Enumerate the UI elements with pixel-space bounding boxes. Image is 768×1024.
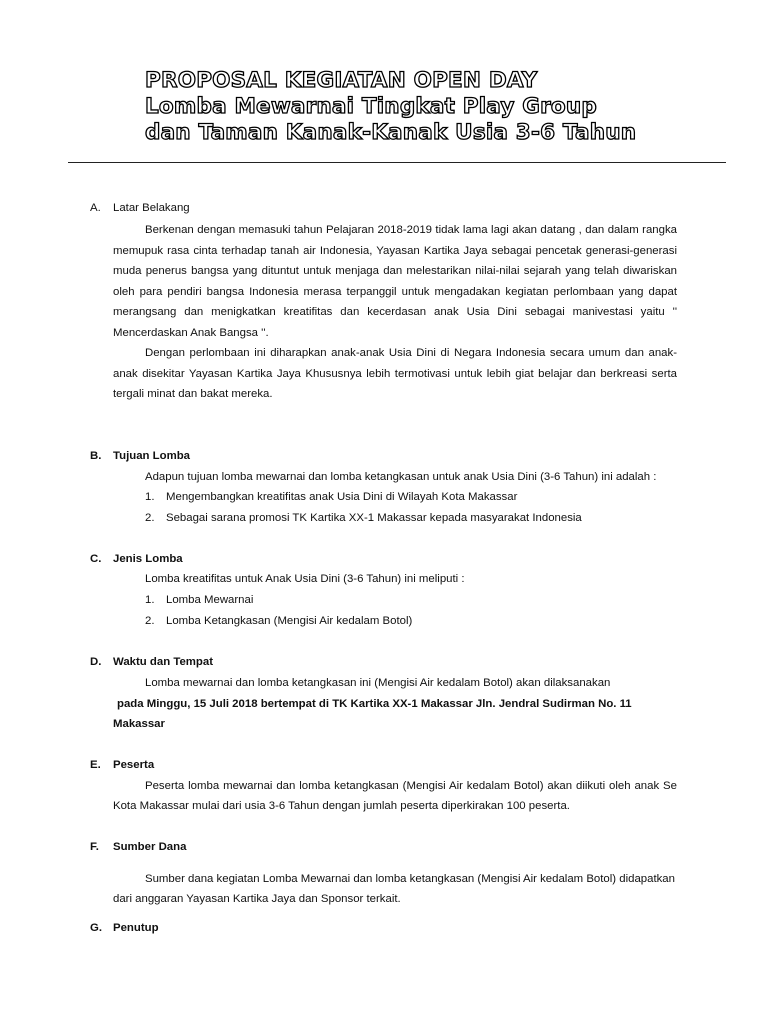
section-letter: C. [90, 553, 102, 565]
paragraph: Sumber dana kegiatan Lomba Mewarnai dan lomba ketangkasan (Mengisi Air kedalam Botol) didapatkan dari anggaran Yayasan Kartika Jaya dan Sponsor terkait. [113, 872, 675, 905]
list-number: 1. [145, 594, 155, 606]
paragraph: Peserta lomba mewarnai dan lomba ketangkasan (Mengisi Air kedalam Botol) akan diikuti oleh anak Se Kota Makassar mulai dari usia 3-6 Tahun dengan jumlah peserta diperkirakan 100 peserta. [113, 779, 677, 812]
section-heading [0, 549, 768, 569]
section-sumber-dana [0, 837, 768, 910]
list-text: Sebagai sarana promosi TK Kartika XX-1 Makassar kepada masyarakat Indonesia [166, 512, 582, 524]
list-text: Lomba Ketangkasan (Mengisi Air kedalam Botol) [166, 615, 413, 627]
section-title: Peserta [113, 758, 155, 771]
section-latar-belakang [0, 198, 768, 405]
section-letter: B. [90, 449, 102, 462]
section-heading [0, 755, 768, 775]
list-text: Mengembangkan kreatifitas anak Usia Dini di Wilayah Kota Makassar [166, 491, 518, 503]
paragraph-bold: pada Minggu, 15 Juli 2018 bertempat di TK Kartika XX-1 Makassar Jln. Jendral Sudirman No. 11 Makassar [113, 697, 632, 730]
section-tujuan-lomba [0, 446, 768, 530]
list-item [0, 508, 768, 529]
section-heading [0, 837, 768, 857]
section-letter: F. [90, 840, 99, 853]
section-letter: D. [90, 656, 102, 668]
section-heading [0, 446, 768, 466]
paragraph: Adapun tujuan lomba mewarnai dan lomba ketangkasan untuk anak Usia Dini (3-6 Tahun) ini adalah : [145, 470, 657, 483]
section-letter: A. [90, 202, 101, 214]
section-heading [0, 198, 768, 218]
section-letter: E. [90, 758, 101, 771]
section-penutup [0, 918, 768, 938]
title-line-1: PROPOSAL KEGIATAN OPEN DAY [145, 68, 538, 93]
section-heading [0, 652, 768, 672]
paragraph: Berkenan dengan memasuki tahun Pelajaran 2018-2019 tidak lama lagi akan datang , dan dalam rangka memupuk rasa cinta terhadap tanah air Indonesia, Yayasan Kartika Jaya sebagai pencetak generasi-generasi muda penerus bangsa yang dituntut untuk menjaga dan melestarikan nilai-nilai sejarah yang telah diwariskan oleh para pendiri bangsa Indonesia merasa terpanggil untuk mengadakan kegiatan perlombaan yang dapat merangsang dan menigkatkan kreatifitas dan kecerdasan anak Usia Dini sebagai manivestasi yaitu '' Mencerdaskan Anak Bangsa ''. [113, 224, 677, 339]
list-intro [0, 569, 768, 590]
section-title: Penutup [113, 921, 159, 934]
section-letter: G. [90, 921, 103, 934]
section-peserta [0, 755, 768, 817]
title-line-3: dan Taman Kanak-Kanak Usia 3-6 Tahun [145, 120, 637, 145]
list-number: 2. [145, 615, 155, 627]
document-body [0, 198, 768, 938]
list-item [0, 611, 768, 632]
paragraph: Dengan perlombaan ini diharapkan anak-anak Usia Dini di Negara Indonesia secara umum dan anak-anak disekitar Yayasan Kartika Jaya Khususnya lebih termotivasi untuk lebih giat belajar dan berkreasi serta tergali minat dan bakat mereka. [113, 347, 677, 400]
list-text: Lomba Mewarnai [166, 594, 254, 606]
list-item [0, 487, 768, 508]
intro-text: Lomba kreatifitas untuk Anak Usia Dini (3-6 Tahun) ini meliputi : [145, 573, 465, 585]
document-title [145, 68, 636, 146]
list-item [0, 590, 768, 611]
section-title: Sumber Dana [113, 840, 187, 853]
title-line-2: Lomba Mewarnai Tingkat Play Group [145, 94, 597, 119]
title-divider-right [590, 162, 726, 163]
list-number: 1. [145, 491, 155, 503]
section-title: Tujuan Lomba [113, 449, 190, 462]
section-jenis-lomba [0, 549, 768, 632]
section-waktu-tempat [0, 652, 768, 735]
paragraph: Lomba mewarnai dan lomba ketangkasan ini (Mengisi Air kedalam Botol) akan dilaksanakan [145, 677, 611, 689]
list-number: 2. [145, 512, 155, 524]
section-title: Waktu dan Tempat [113, 656, 213, 668]
section-title: Jenis Lomba [113, 553, 183, 565]
section-heading [0, 918, 768, 938]
title-divider [68, 162, 592, 163]
section-title: Latar Belakang [113, 202, 190, 214]
